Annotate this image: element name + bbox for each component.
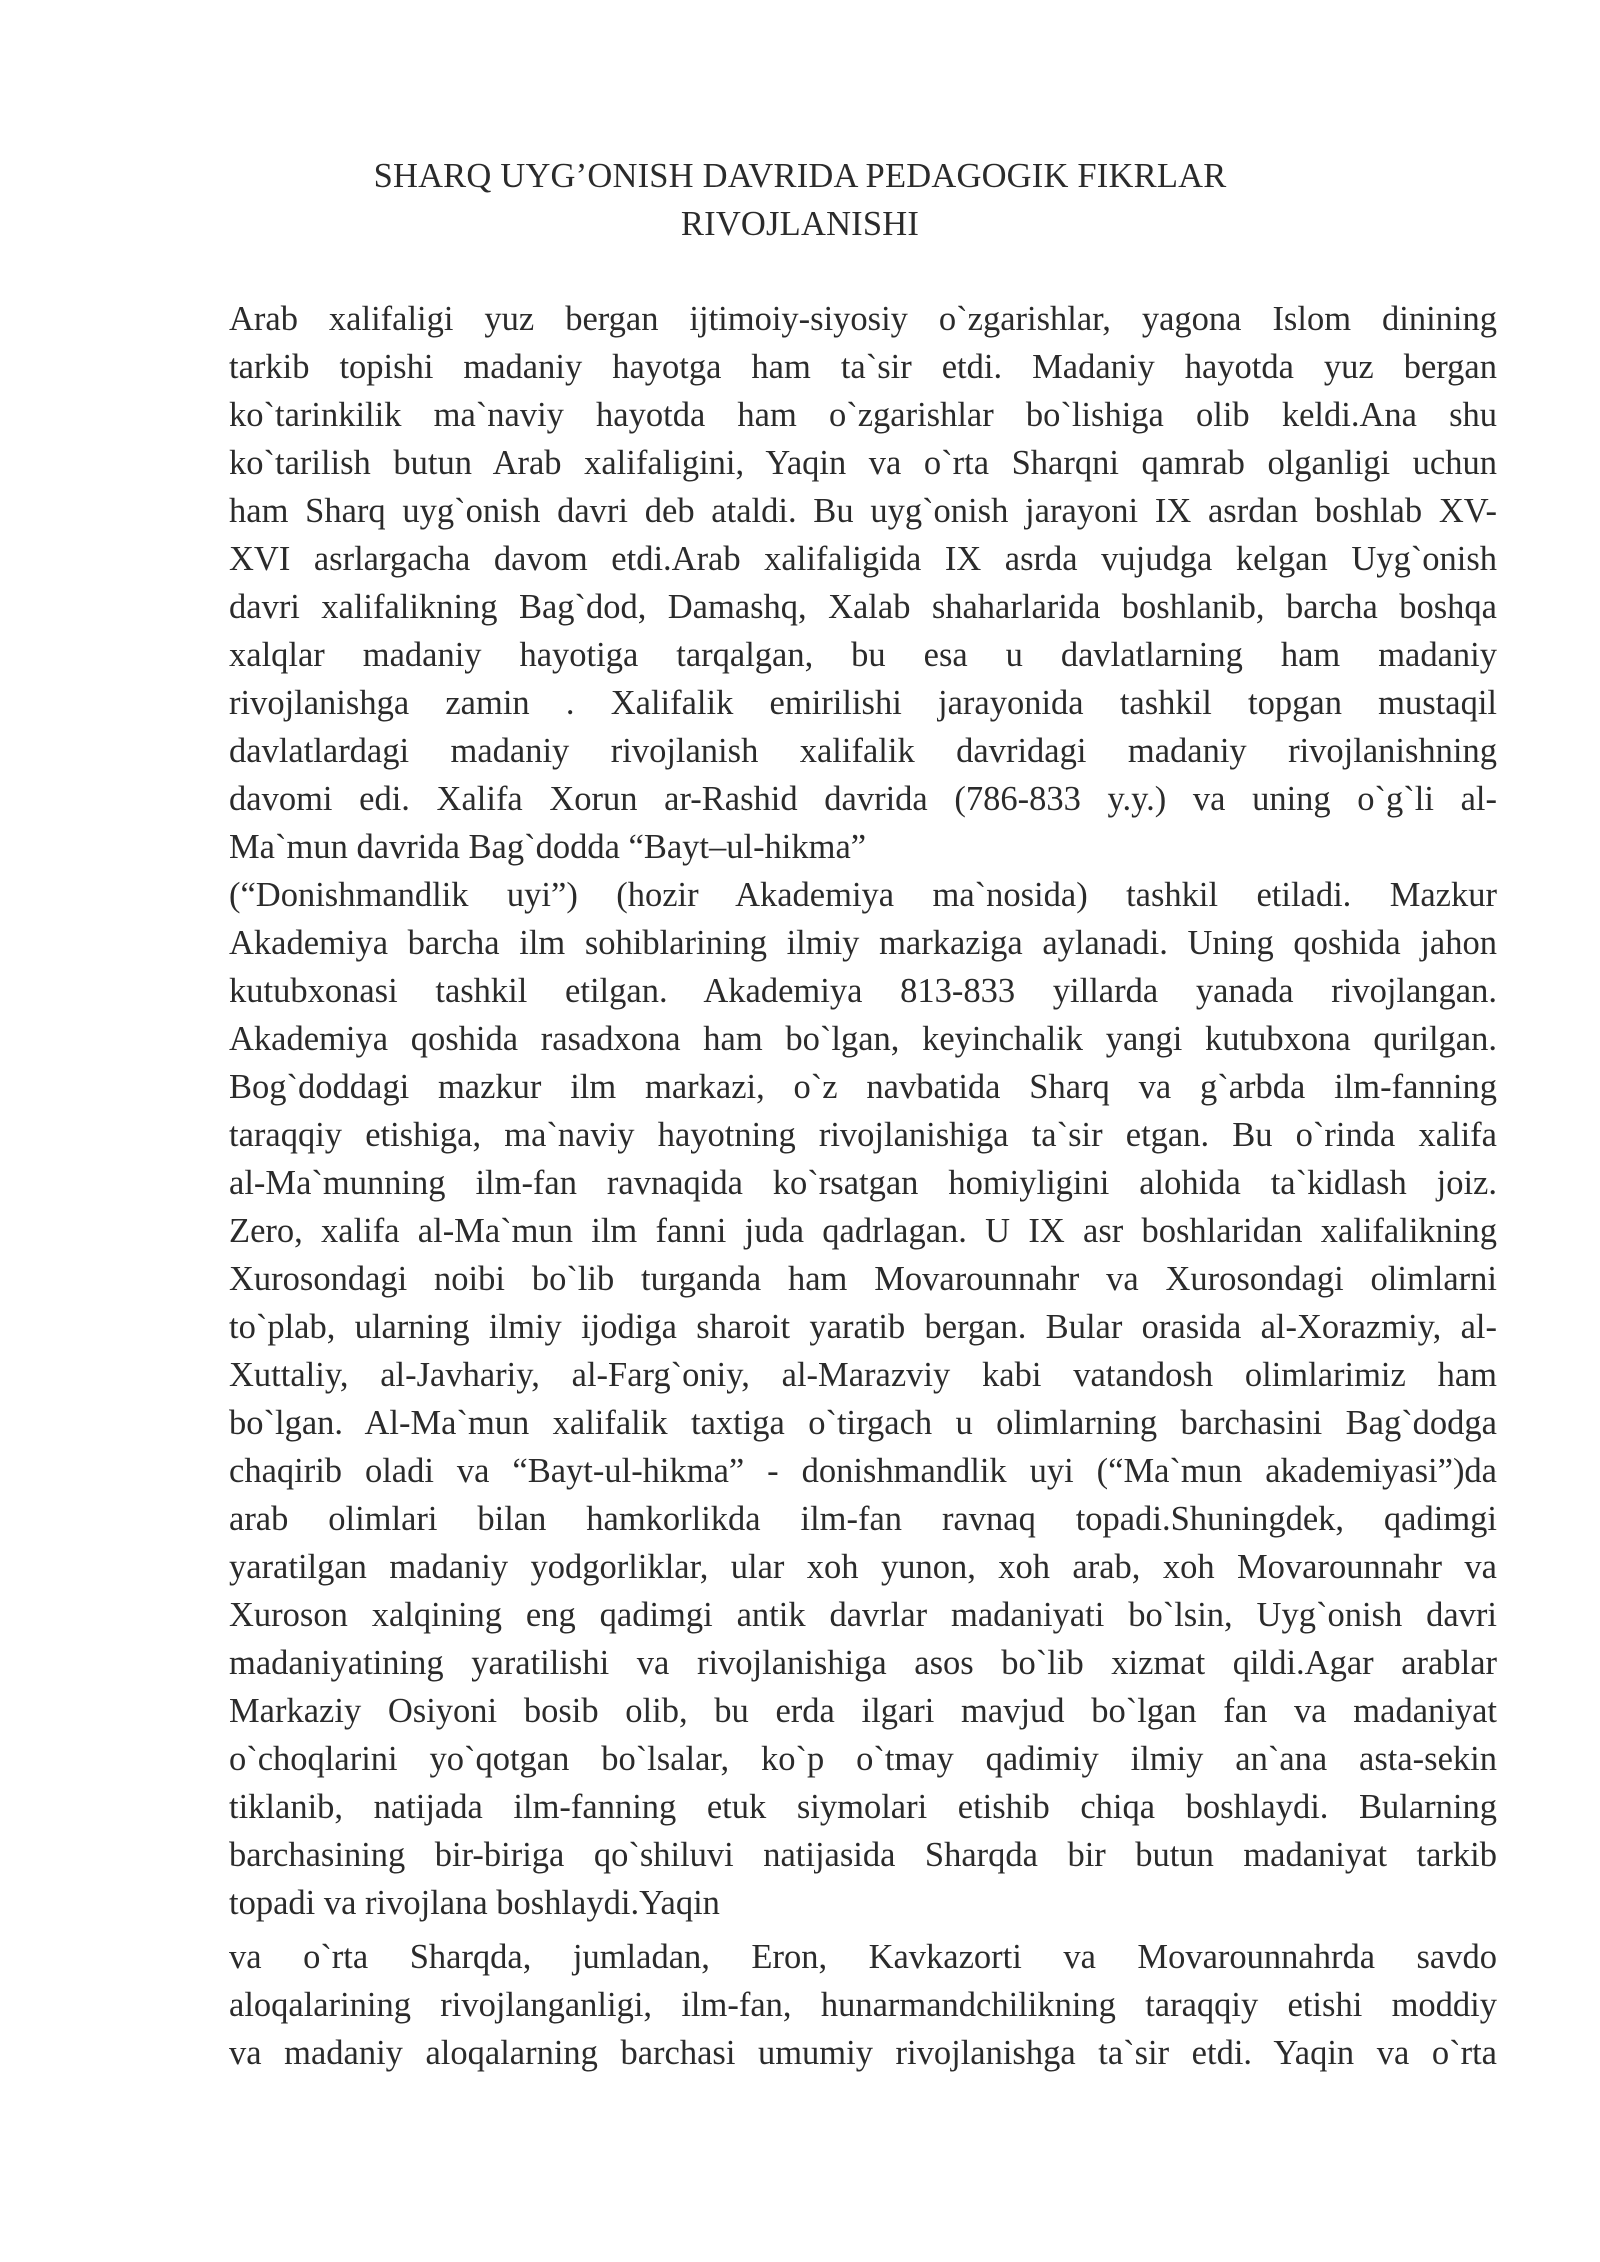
- text-line: davomi edi. Xalifa Xorun ar-Rashid davrida (786-833 y.y.) va uning o`g`li al-: [229, 780, 1497, 818]
- text-line: rivojlanishga zamin . Xalifalik emirilishi jarayonida tashkil topgan mustaqil: [229, 684, 1497, 722]
- text-line: madaniyatining yaratilishi va rivojlanishiga asos bo`lib xizmat qildi.Agar arablar: [229, 1644, 1497, 1682]
- text-line: topadi va rivojlana boshlaydi.Yaqin: [229, 1884, 720, 1922]
- text-line: Bog`doddagi mazkur ilm markazi, o`z navbatida Sharq va g`arbda ilm-fanning: [229, 1068, 1497, 1106]
- text-line: Arab xalifaligi yuz bergan ijtimoiy-siyosiy o`zgarishlar, yagona Islom dinining: [229, 300, 1497, 338]
- text-line: o`choqlarini yo`qotgan bo`lsalar, ko`p o`tmay qadimiy ilmiy an`ana asta-sekin: [229, 1740, 1497, 1778]
- text-line: ko`tarilish butun Arab xalifaligini, Yaqin va o`rta Sharqni qamrab olganligi uchun: [229, 444, 1497, 482]
- text-line: chaqirib oladi va “Bayt-ul-hikma” - donishmandlik uyi (“Ma`mun akademiyasi”)da: [229, 1452, 1497, 1490]
- text-line: xalqlar madaniy hayotiga tarqalgan, bu esa u davlatlarning ham madaniy: [229, 636, 1497, 674]
- text-line: davlatlardagi madaniy rivojlanish xalifalik davridagi madaniy rivojlanishning: [229, 732, 1497, 770]
- document-body: [229, 295, 1497, 2077]
- paragraph-1: [229, 295, 1497, 871]
- text-line: arab olimlari bilan hamkorlikda ilm-fan ravnaq topadi.Shuningdek, qadimgi: [229, 1500, 1497, 1538]
- text-line: va o`rta Sharqda, jumladan, Eron, Kavkazorti va Movarounnahrda savdo: [229, 1938, 1497, 1976]
- text-line: Xuroson xalqining eng qadimgi antik davrlar madaniyati bo`lsin, Uyg`onish davri: [229, 1596, 1497, 1634]
- document-title: [300, 152, 1300, 248]
- text-line: Akademiya qoshida rasadxona ham bo`lgan, keyinchalik yangi kutubxona qurilgan.: [229, 1020, 1497, 1058]
- text-line: Ma`mun davrida Bag`dodda “Bayt–ul-hikma”: [229, 828, 867, 866]
- text-line: Zero, xalifa al-Ma`mun ilm fanni juda qadrlagan. U IX asr boshlaridan xalifalikning: [229, 1212, 1497, 1250]
- text-line: tarkib topishi madaniy hayotga ham ta`sir etdi. Madaniy hayotda yuz bergan: [229, 348, 1497, 386]
- text-line: davri xalifalikning Bag`dod, Damashq, Xalab shaharlarida boshlanib, barcha boshqa: [229, 588, 1497, 626]
- text-line: ko`tarinkilik ma`naviy hayotda ham o`zgarishlar bo`lishiga olib keldi.Ana shu: [229, 396, 1497, 434]
- text-line: bo`lgan. Al-Ma`mun xalifalik taxtiga o`tirgach u olimlarning barchasini Bag`dodga: [229, 1404, 1497, 1442]
- text-line: va madaniy aloqalarning barchasi umumiy rivojlanishga ta`sir etdi. Yaqin va o`rta: [229, 2034, 1497, 2072]
- text-line: tiklanib, natijada ilm-fanning etuk siymolari etishib chiqa boshlaydi. Bularning: [229, 1788, 1497, 1826]
- text-line: (“Donishmandlik uyi”) (hozir Akademiya ma`nosida) tashkil etiladi. Mazkur: [229, 876, 1497, 914]
- text-line: yaratilgan madaniy yodgorliklar, ular xoh yunon, xoh arab, xoh Movarounnahr va: [229, 1548, 1497, 1586]
- paragraph-2: [229, 871, 1497, 1927]
- title-line: SHARQ UYG’ONISH DAVRIDA PEDAGOGIK FIKRLAR: [373, 157, 1227, 195]
- text-line: Markaziy Osiyoni bosib olib, bu erda ilgari mavjud bo`lgan fan va madaniyat: [229, 1692, 1497, 1730]
- text-line: to`plab, ularning ilmiy ijodiga sharoit yaratib bergan. Bular orasida al-Xorazmiy, al-: [229, 1308, 1497, 1346]
- text-line: aloqalarining rivojlanganligi, ilm-fan, hunarmandchilikning taraqqiy etishi moddiy: [229, 1986, 1497, 2024]
- text-line: taraqqiy etishiga, ma`naviy hayotning rivojlanishiga ta`sir etgan. Bu o`rinda xalifa: [229, 1116, 1497, 1154]
- title-line: RIVOJLANISHI: [680, 205, 920, 243]
- text-line: barchasining bir-biriga qo`shiluvi natijasida Sharqda bir butun madaniyat tarkib: [229, 1836, 1497, 1874]
- text-line: al-Ma`munning ilm-fan ravnaqida ko`rsatgan homiyligini alohida ta`kidlash joiz.: [229, 1164, 1497, 1202]
- text-line: Xurosondagi noibi bo`lib turganda ham Movarounnahr va Xurosondagi olimlarni: [229, 1260, 1497, 1298]
- text-line: ham Sharq uyg`onish davri deb ataldi. Bu uyg`onish jarayoni IX asrdan boshlab XV-: [229, 492, 1497, 530]
- text-line: kutubxonasi tashkil etilgan. Akademiya 813-833 yillarda yanada rivojlangan.: [229, 972, 1497, 1010]
- text-line: Akademiya barcha ilm sohiblarining ilmiy markaziga aylanadi. Uning qoshida jahon: [229, 924, 1497, 962]
- text-line: XVI asrlargacha davom etdi.Arab xalifaligida IX asrda vujudga kelgan Uyg`onish: [229, 540, 1497, 578]
- paragraph-3: [229, 1933, 1497, 2077]
- text-line: Xuttaliy, al-Javhariy, al-Farg`oniy, al-Marazviy kabi vatandosh olimlarimiz ham: [229, 1356, 1497, 1394]
